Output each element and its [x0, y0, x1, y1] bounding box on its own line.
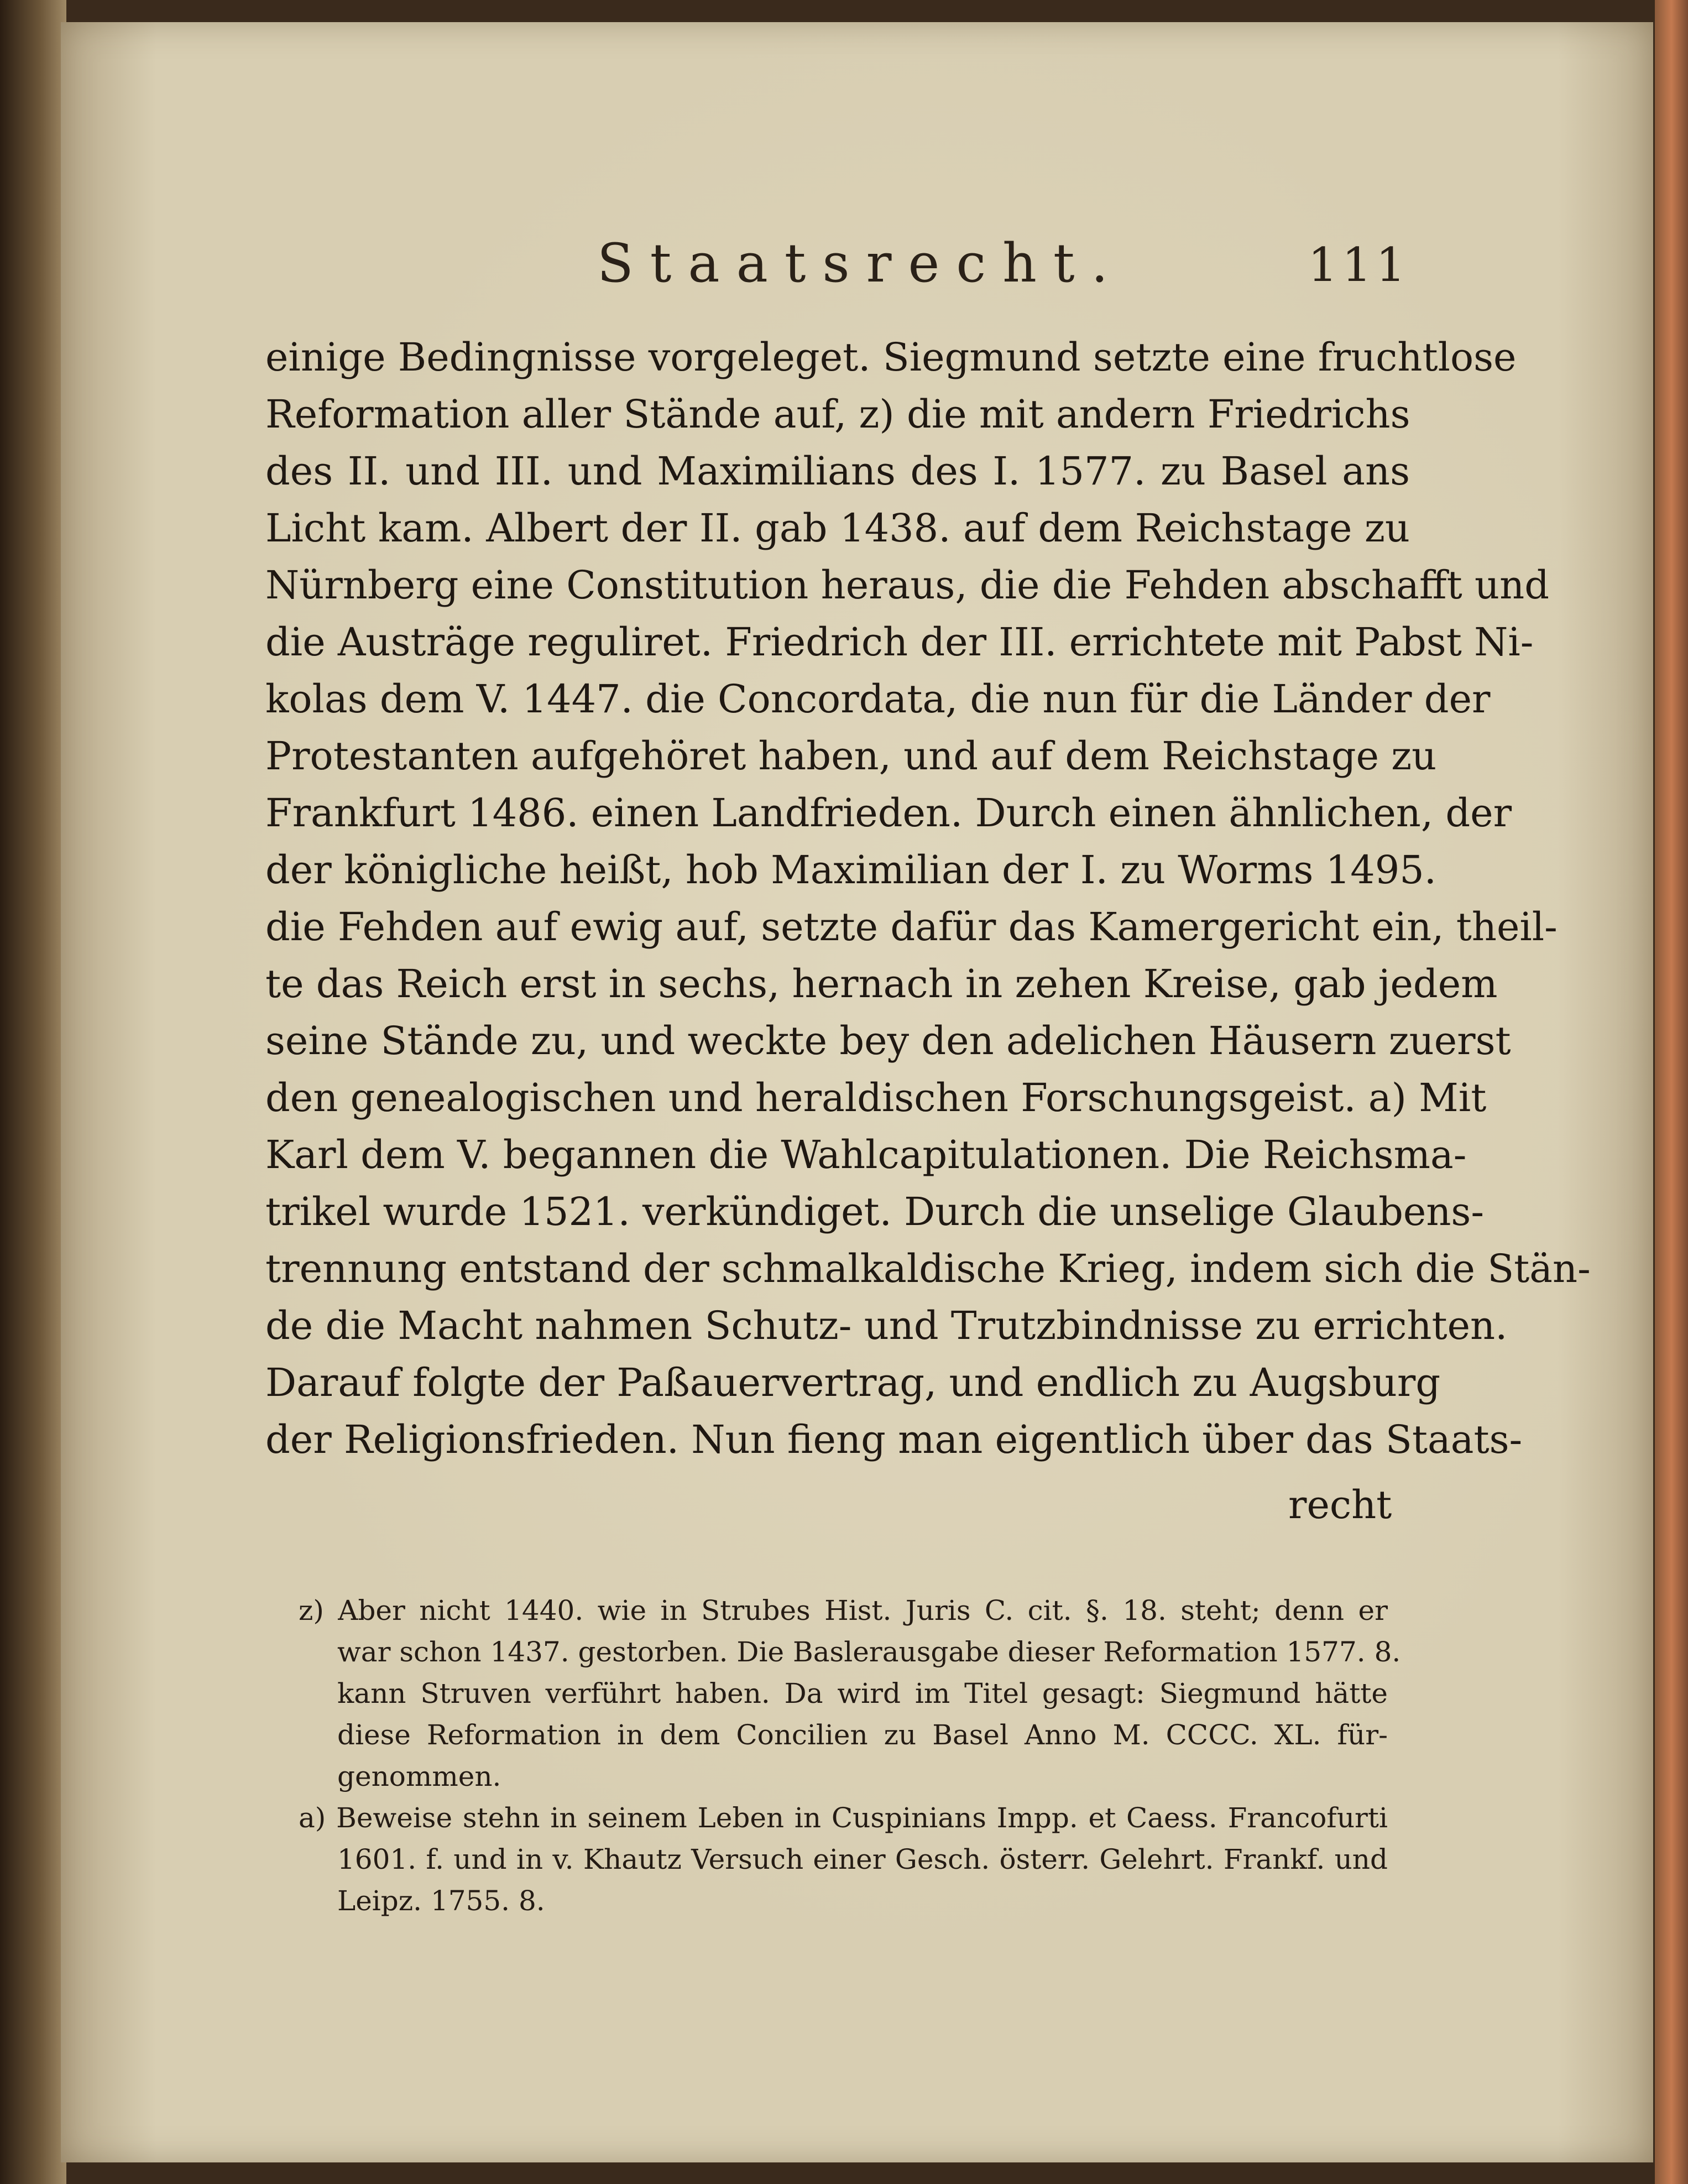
book-edge	[1655, 0, 1688, 2184]
text-line: trennung entstand der schmalkaldische Krieg, indem sich die Stän-	[265, 1246, 1591, 1291]
text-line: Frankfurt 1486. einen Landfrieden. Durch einen ähnlichen, der	[265, 790, 1512, 836]
page-number: 111	[1308, 238, 1410, 292]
footnote-z-line: war schon 1437. gestorben. Die Baslerausgabe dieser Reformation 1577. 8.	[337, 1636, 1401, 1668]
footnote-z-line: diese Reformation in dem Concilien zu Basel Anno M. CCCC. XL. für-	[337, 1719, 1388, 1751]
book-gutter	[0, 0, 66, 2184]
text-line: der königliche heißt, hob Maximilian der I. zu Worms 1495.	[265, 847, 1437, 893]
text-line: de die Macht nahmen Schutz- und Trutzbindnisse zu errichten.	[265, 1303, 1508, 1348]
text-line: seine Stände zu, und weckte bey den adelichen Häusern zuerst	[265, 1018, 1511, 1064]
text-line: Licht kam. Albert der II. gab 1438. auf dem Reichstage zu	[265, 505, 1410, 551]
footnote-z-line: kann Struven verführt haben. Da wird im Titel gesagt: Siegmund hätte	[337, 1677, 1388, 1709]
text-line: den genealogischen und heraldischen Forschungsgeist. a) Mit	[265, 1075, 1487, 1120]
text-line: Protestanten aufgehöret haben, und auf dem Reichstage zu	[265, 733, 1437, 779]
text-line: einige Bedingnisse vorgeleget. Siegmund setzte eine fruchtlose	[265, 335, 1517, 380]
footnote-a-line: 1601. f. und in v. Khautz Versuch einer Gesch. österr. Gelehrt. Frankf. und	[337, 1843, 1388, 1875]
text-line: die Austräge reguliret. Friedrich der III. errichtete mit Pabst Ni-	[265, 619, 1534, 665]
text-line: die Fehden auf ewig auf, setzte dafür das Kamergericht ein, theil-	[265, 904, 1558, 950]
footnote-z-line: z) Aber nicht 1440. wie in Strubes Hist. Juris C. cit. §. 18. steht; denn er	[299, 1594, 1388, 1627]
running-title: Staatsrecht.	[597, 232, 1125, 294]
page-header	[547, 232, 1410, 299]
footnote-a-line: a) Beweise stehn in seinem Leben in Cuspinians Impp. et Caess. Francofurti	[299, 1802, 1388, 1834]
text-line: kolas dem V. 1447. die Concordata, die nun für die Länder der	[265, 676, 1491, 722]
footnote-z-line: genommen.	[337, 1760, 501, 1792]
text-line: te das Reich erst in sechs, hernach in zehen Kreise, gab jedem	[265, 961, 1498, 1007]
text-line: des II. und III. und Maximilians des I. 1577. zu Basel ans	[265, 449, 1410, 494]
text-line: Karl dem V. begannen die Wahlcapitulationen. Die Reichsma-	[265, 1132, 1467, 1177]
footnotes	[299, 1590, 1401, 1922]
text-line: Darauf folgte der Paßauervertrag, und endlich zu Augsburg	[265, 1360, 1441, 1405]
text-line: der Religionsfrieden. Nun fieng man eigentlich über das Staats-	[265, 1417, 1523, 1462]
catchword: recht	[1288, 1482, 1392, 1528]
main-text	[265, 329, 1591, 1468]
text-line: trikel wurde 1521. verkündiget. Durch die unselige Glaubens-	[265, 1189, 1485, 1234]
text-line: Nürnberg eine Constitution heraus, die die Fehden abschafft und	[265, 562, 1549, 608]
footnote-a-line: Leipz. 1755. 8.	[337, 1885, 545, 1917]
text-line: Reformation aller Stände auf, z) die mit andern Friedrichs	[265, 392, 1410, 437]
